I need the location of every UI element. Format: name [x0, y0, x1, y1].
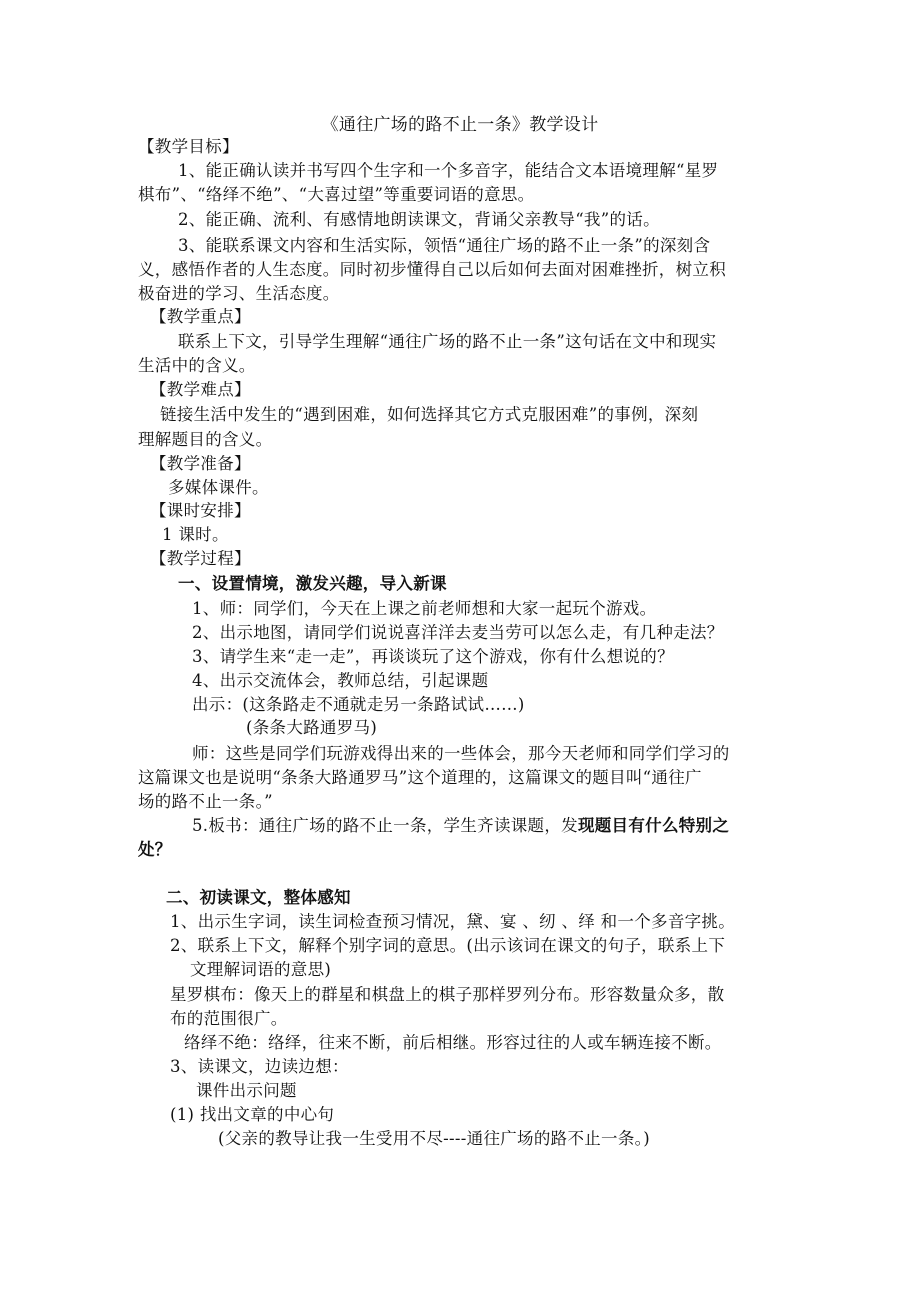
section-1-teacher-line-2: 这篇课文也是说明“条条大路通罗马”这个道理的，这篇课文的题目叫“通往广 — [138, 768, 702, 787]
objective-3-line-1: 3、能联系课文内容和生活实际，领悟“通往广场的路不止一条”的深刻含 — [178, 236, 711, 255]
schedule-heading: 【课时安排】 — [150, 501, 251, 520]
section-1-show-1: 出示：(这条路走不通就走另一条路试试……) — [192, 695, 525, 714]
section-1-teacher-line-1: 师：这些是同学们玩游戏得出来的一些体会，那今天老师和同学们学习的 — [192, 744, 730, 763]
word-definition-2: 络绎不绝：络绎，往来不断，前后相继。形容过往的人或车辆连接不断。 — [184, 1033, 722, 1052]
difficulty-line-1: 链接生活中发生的“遇到困难，如何选择其它方式克服困难”的事例，深刻 — [160, 405, 699, 424]
section-1-item-3: 3、请学生来“走一走”，再谈谈玩了这个游戏，你有什么想说的？ — [192, 647, 674, 666]
key-points-line-2: 生活中的含义。 — [138, 356, 256, 375]
section-1-show-2: (条条大路通罗马) — [246, 718, 378, 737]
difficulty-line-2: 理解题目的含义。 — [138, 430, 273, 449]
objectives-heading: 【教学目标】 — [138, 137, 239, 156]
section-2-item-3-show: 课件出示问题 — [196, 1081, 297, 1100]
objective-2: 2、能正确、流利、有感情地朗读课文，背诵父亲教导“我”的话。 — [178, 210, 660, 229]
process-heading: 【教学过程】 — [150, 549, 251, 568]
preparation-text: 多媒体课件。 — [168, 478, 269, 497]
question-1: (1) 找出文章的中心句 — [170, 1105, 335, 1124]
section-2-item-1: 1、出示生字词，读生词检查预习情况，黛、宴 、纫 、绎 和一个多音字挑。 — [170, 912, 736, 931]
key-points-heading: 【教学重点】 — [150, 307, 251, 326]
section-1-item-5-bold: 现题目有什么特别之 — [577, 816, 730, 835]
section-1-item-4: 4、出示交流体会，教师总结，引起课题 — [192, 671, 489, 690]
section-1-item-5-end: 处？ — [138, 840, 172, 859]
objective-1-line-1: 1、能正确认读并书写四个生字和一个多音字，能结合文本语境理解“星罗 — [178, 161, 719, 180]
word-definition-1-line-2: 布的范围很广。 — [170, 1009, 288, 1028]
preparation-heading: 【教学准备】 — [150, 454, 251, 473]
difficulty-heading: 【教学难点】 — [150, 380, 251, 399]
word-definition-1-line-1: 星罗棋布：像天上的群星和棋盘上的棋子那样罗列分布。形容数量众多，散 — [170, 985, 725, 1004]
schedule-text: 1 课时。 — [162, 525, 229, 544]
section-1-item-5 — [192, 814, 729, 838]
section-2-item-2-line-1: 2、联系上下文，解释个别字词的意思。(出示该词在课文的句子，联系上下 — [170, 936, 726, 955]
objective-3-line-2: 义，感悟作者的人生态度。同时初步懂得自己以后如何去面对困难挫折，树立积 — [138, 260, 726, 279]
section-1-heading: 一、设置情境，激发兴趣，导入新课 — [178, 574, 447, 593]
section-2-heading: 二、初读课文，整体感知 — [166, 888, 351, 907]
section-1-item-1: 1、师：同学们，今天在上课之前老师想和大家一起玩个游戏。 — [192, 599, 657, 618]
question-1-answer: (父亲的教导让我一生受用不尽----通往广场的路不止一条。) — [218, 1129, 650, 1148]
section-1-teacher-line-3: 场的路不止一条。” — [138, 792, 273, 811]
section-2-item-2-line-2: 文理解词语的意思) — [190, 960, 332, 979]
section-1-item-5-text: 5.板书：通往广场的路不止一条，学生齐读课题，发 — [192, 816, 578, 835]
objective-3-line-3: 极奋进的学习、生活态度。 — [138, 284, 340, 303]
document-title: 《通往广场的路不止一条》教学设计 — [321, 115, 599, 135]
key-points-line-1: 联系上下文，引导学生理解“通往广场的路不止一条”这句话在文中和现实 — [178, 332, 717, 351]
section-2-item-3: 3、读课文，边读边想： — [170, 1057, 349, 1076]
objective-1-line-2: 棋布”、“络绎不绝”、“大喜过望”等重要词语的意思。 — [138, 185, 535, 204]
section-1-item-2: 2、出示地图，请同学们说说喜洋洋去麦当劳可以怎么走，有几种走法？ — [192, 623, 724, 642]
